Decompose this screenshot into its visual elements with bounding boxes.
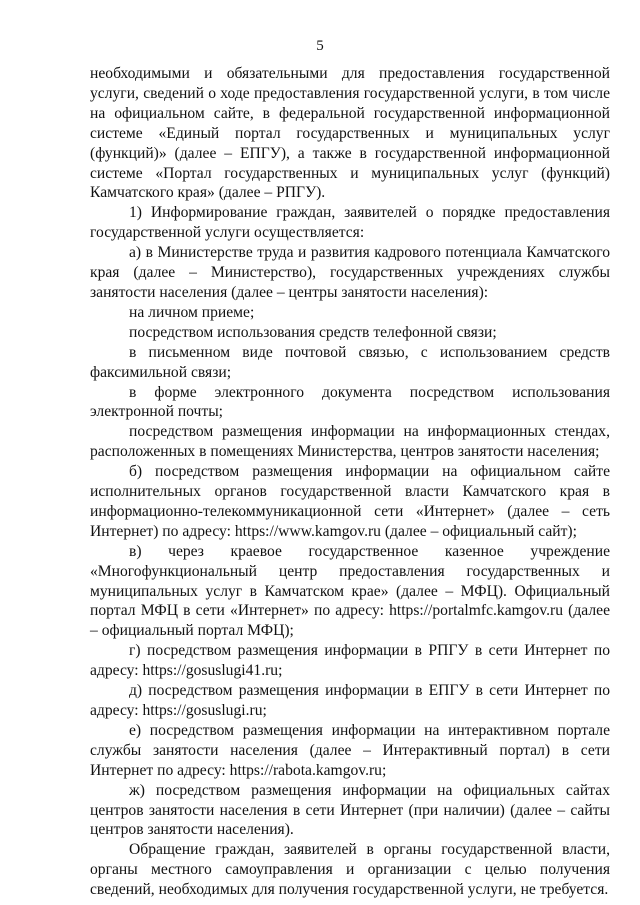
paragraph-electronic-doc: в форме электронного документа посредством использования электронной почты; (90, 383, 610, 421)
paragraph-telephone: посредством использования средств телефонной связи; (129, 323, 497, 341)
paragraph-item-e: е) посредством размещения информации на интерактивном портале службы занятости населения (далее – Интерактивный портал) в сети Интернет по адресу: https://rabota.kamgov.ru; (90, 721, 610, 779)
paragraph-item-zh: ж) посредством размещения информации на официальных сайтах центров занятости населения в сети Интернет (при наличии) (далее – сайты центров занятости населения). (90, 781, 610, 839)
paragraph-info-stands: посредством размещения информации на информационных стендах, расположенных в помещениях Министерства, центров занятости населения; (90, 423, 610, 461)
paragraph-item-b: б) посредством размещения информации на официальном сайте исполнительных органов государственной власти Камчатского края в информационно-телекоммуникационной сети «Интернет» (далее – сеть Интернет) по адресу: https://www.kamgov.ru (далее – официальный сайт); (90, 463, 610, 540)
page-number: 5 (316, 38, 324, 54)
paragraph-item-a: а) в Министерстве труда и развития кадрового потенциала Камчатского края (далее – Министерство), государственных учреждениях службы занятости населения (далее – центры занятости населения): (90, 244, 610, 301)
document-body (90, 64, 610, 900)
paragraph-item-g: г) посредством размещения информации в РПГУ в сети Интернет по адресу: https://gosuslugi41.ru; (90, 642, 610, 680)
paragraph-personal-reception: на личном приеме; (129, 303, 255, 321)
paragraph-continuation: необходимыми и обязательными для предоставления государственной услуги, сведений о ходе предоставления государственной услуги, в том числе на официальном сайте, в федеральной государственной информационной системе «Единый портал государственных и муниципальных услуг (функций)» (далее – ЕПГУ), а также в государственной информационной системе «Портал государственных и муниципальных услуг (функций) Камчатского края» (далее – РПГУ). (90, 65, 610, 202)
paragraph-item-v: в) через краевое государственное казенное учреждение «Многофункциональный центр предоставления государственных и муниципальных услуг в Камчатском крае» (далее – МФЦ). Официальный портал МФЦ в сети «Интернет» по адресу: https://portalmfc.kamgov.ru (далее – официальный портал МФЦ); (90, 542, 610, 640)
paragraph-item-1: 1) Информирование граждан, заявителей о порядке предоставления государственной услуги осуществляется: (90, 204, 610, 242)
paragraph-appeal: Обращение граждан, заявителей в органы государственной власти, органы местного самоуправления и организации с целью получения сведений, необходимых для получения государственной услуги, не требуется. (90, 841, 610, 899)
paragraph-item-d: д) посредством размещения информации в ЕПГУ в сети Интернет по адресу: https://gosuslugi.ru; (90, 682, 610, 719)
paragraph-written-mail: в письменном виде почтовой связью, с использованием средств факсимильной связи; (90, 343, 610, 381)
